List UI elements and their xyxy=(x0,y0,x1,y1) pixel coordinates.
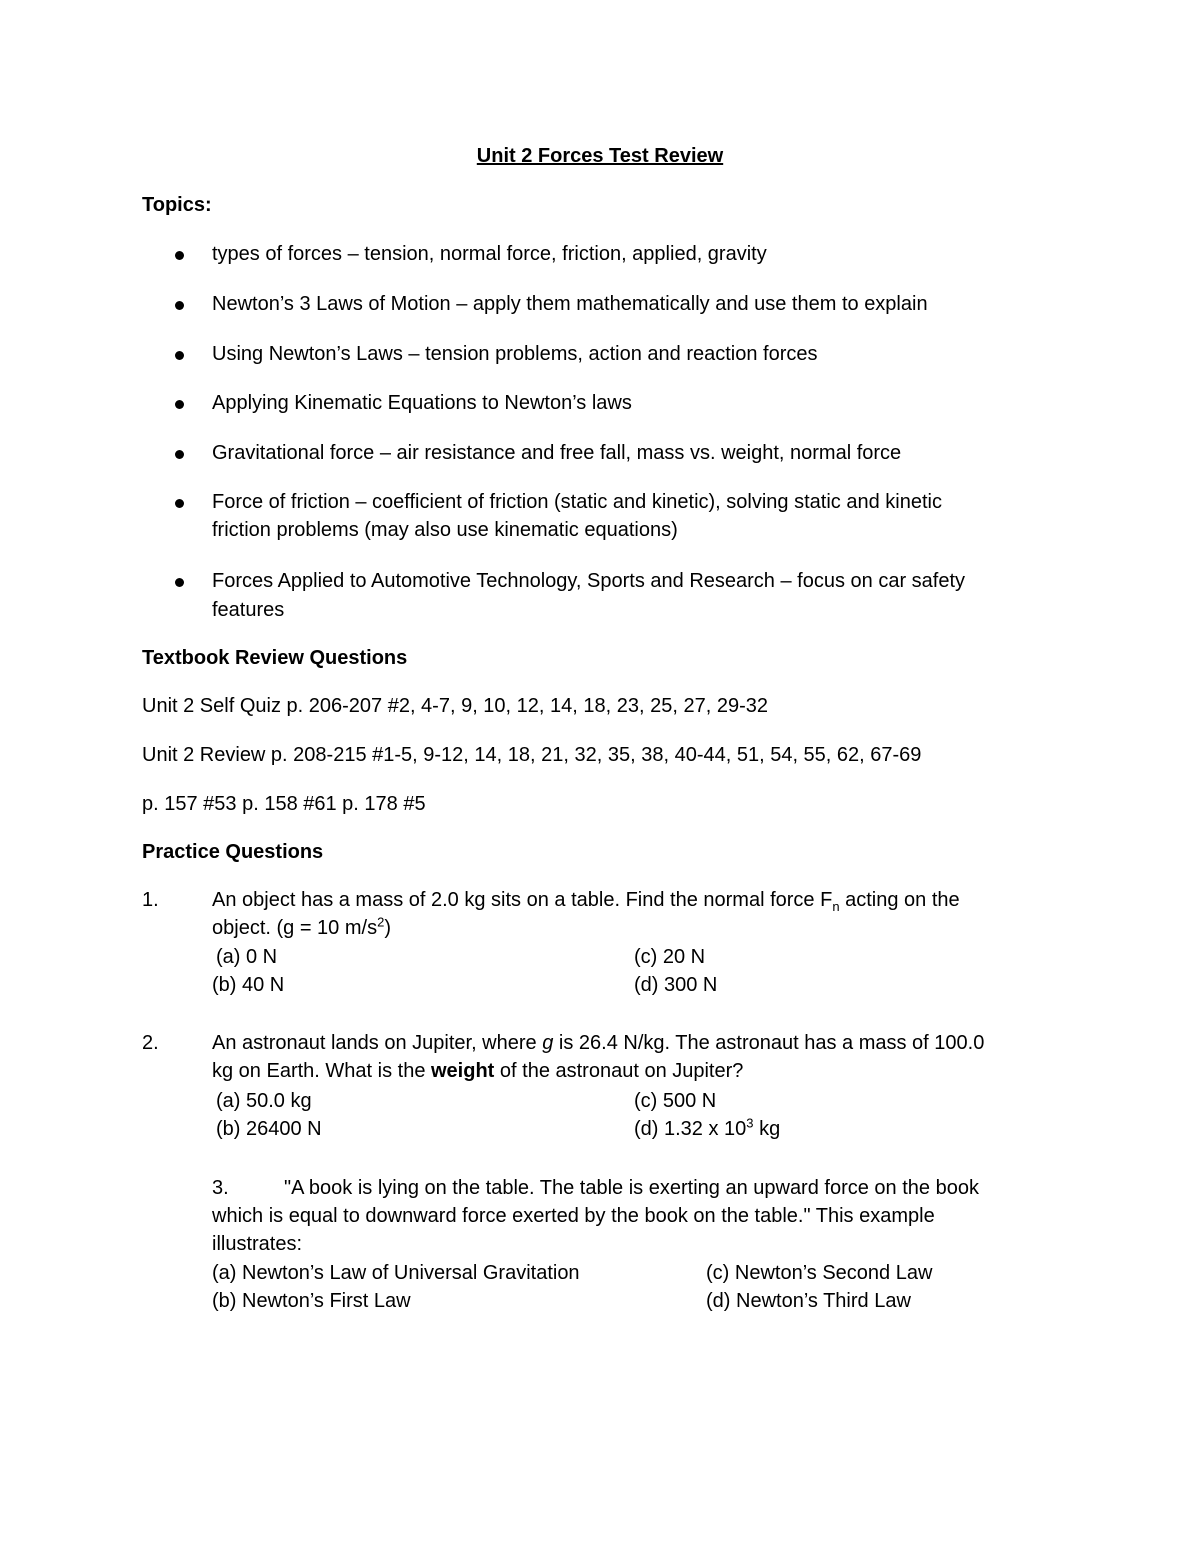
bullet-icon xyxy=(175,351,184,360)
question-3-line-1: "A book is lying on the table. The table is exerting an upward force on the book xyxy=(284,1177,979,1199)
practice-heading: Practice Questions xyxy=(142,841,324,863)
answer-option: (c) Newton’s Second Law xyxy=(706,1262,933,1284)
topic-item: Using Newton’s Laws – tension problems, action and reaction forces xyxy=(212,343,818,365)
answer-option: (b) Newton’s First Law xyxy=(212,1290,411,1312)
bullet-icon xyxy=(175,499,184,508)
answer-option: (c) 500 N xyxy=(634,1090,717,1112)
answer-option: (d) 1.32 x $10^3$ kg xyxy=(634,1115,781,1140)
answer-option: (a) 50.0 kg xyxy=(216,1090,312,1112)
topic-item-continued: friction problems (may also use kinematic equations) xyxy=(212,519,678,541)
answer-option: (d) 300 N xyxy=(634,974,718,996)
bullet-icon xyxy=(175,251,184,260)
question-3-line-2: which is equal to downward force exerted by the book on the table." This example xyxy=(212,1205,935,1227)
topic-item: Force of friction – coefficient of friction (static and kinetic), solving static and kinetic xyxy=(212,491,942,513)
question-number: 3. xyxy=(212,1177,229,1199)
question-3-line-3: illustrates: xyxy=(212,1233,303,1255)
topic-item: Applying Kinematic Equations to Newton’s laws xyxy=(212,392,632,414)
question-1-line-1: An object has a mass of 2.0 kg sits on a table. Find the normal force $F_n$ acting on the xyxy=(212,889,960,914)
question-number: 2. xyxy=(142,1032,159,1054)
question-2-line-2: kg on Earth. What is the weight of the astronaut on Jupiter? xyxy=(212,1060,744,1082)
topic-item: Newton’s 3 Laws of Motion – apply them mathematically and use them to explain xyxy=(212,293,928,315)
answer-option: (b) 40 N xyxy=(212,974,285,996)
bullet-icon xyxy=(175,450,184,459)
answer-option: (b) 26400 N xyxy=(216,1118,322,1140)
bullet-icon xyxy=(175,578,184,587)
topics-heading: Topics: xyxy=(142,194,212,216)
bullet-icon xyxy=(175,301,184,310)
page-title: Unit 2 Forces Test Review xyxy=(476,145,724,167)
question-number: 1. xyxy=(142,889,159,911)
topic-item: Gravitational force – air resistance and free fall, mass vs. weight, normal force xyxy=(212,442,902,464)
question-1-line-2: object. (g = 10 $m/s^2$) xyxy=(212,914,391,939)
answer-option: (a) Newton’s Law of Universal Gravitation xyxy=(212,1262,580,1284)
bullet-icon xyxy=(175,400,184,409)
topic-item: Forces Applied to Automotive Technology, Sports and Research – focus on car safety xyxy=(212,570,966,592)
topic-item-continued: features xyxy=(212,599,285,621)
textbook-heading: Textbook Review Questions xyxy=(142,647,408,669)
question-2-line-1: An astronaut lands on Jupiter, where g is 26.4 N/kg. The astronaut has a mass of 100.0 xyxy=(212,1032,985,1054)
textbook-line: Unit 2 Self Quiz p. 206-207 #2, 4-7, 9, 10, 12, 14, 18, 23, 25, 27, 29-32 xyxy=(142,695,768,717)
textbook-line: p. 157 #53 p. 158 #61 p. 178 #5 xyxy=(142,793,426,815)
answer-option: (c) 20 N xyxy=(634,946,706,968)
answer-option: (d) Newton’s Third Law xyxy=(706,1290,911,1312)
answer-option: (a) 0 N xyxy=(216,946,278,968)
topic-item: types of forces – tension, normal force, friction, applied, gravity xyxy=(212,243,767,265)
textbook-line: Unit 2 Review p. 208-215 #1-5, 9-12, 14, 18, 21, 32, 35, 38, 40-44, 51, 54, 55, 62, 67-69 xyxy=(142,744,922,766)
